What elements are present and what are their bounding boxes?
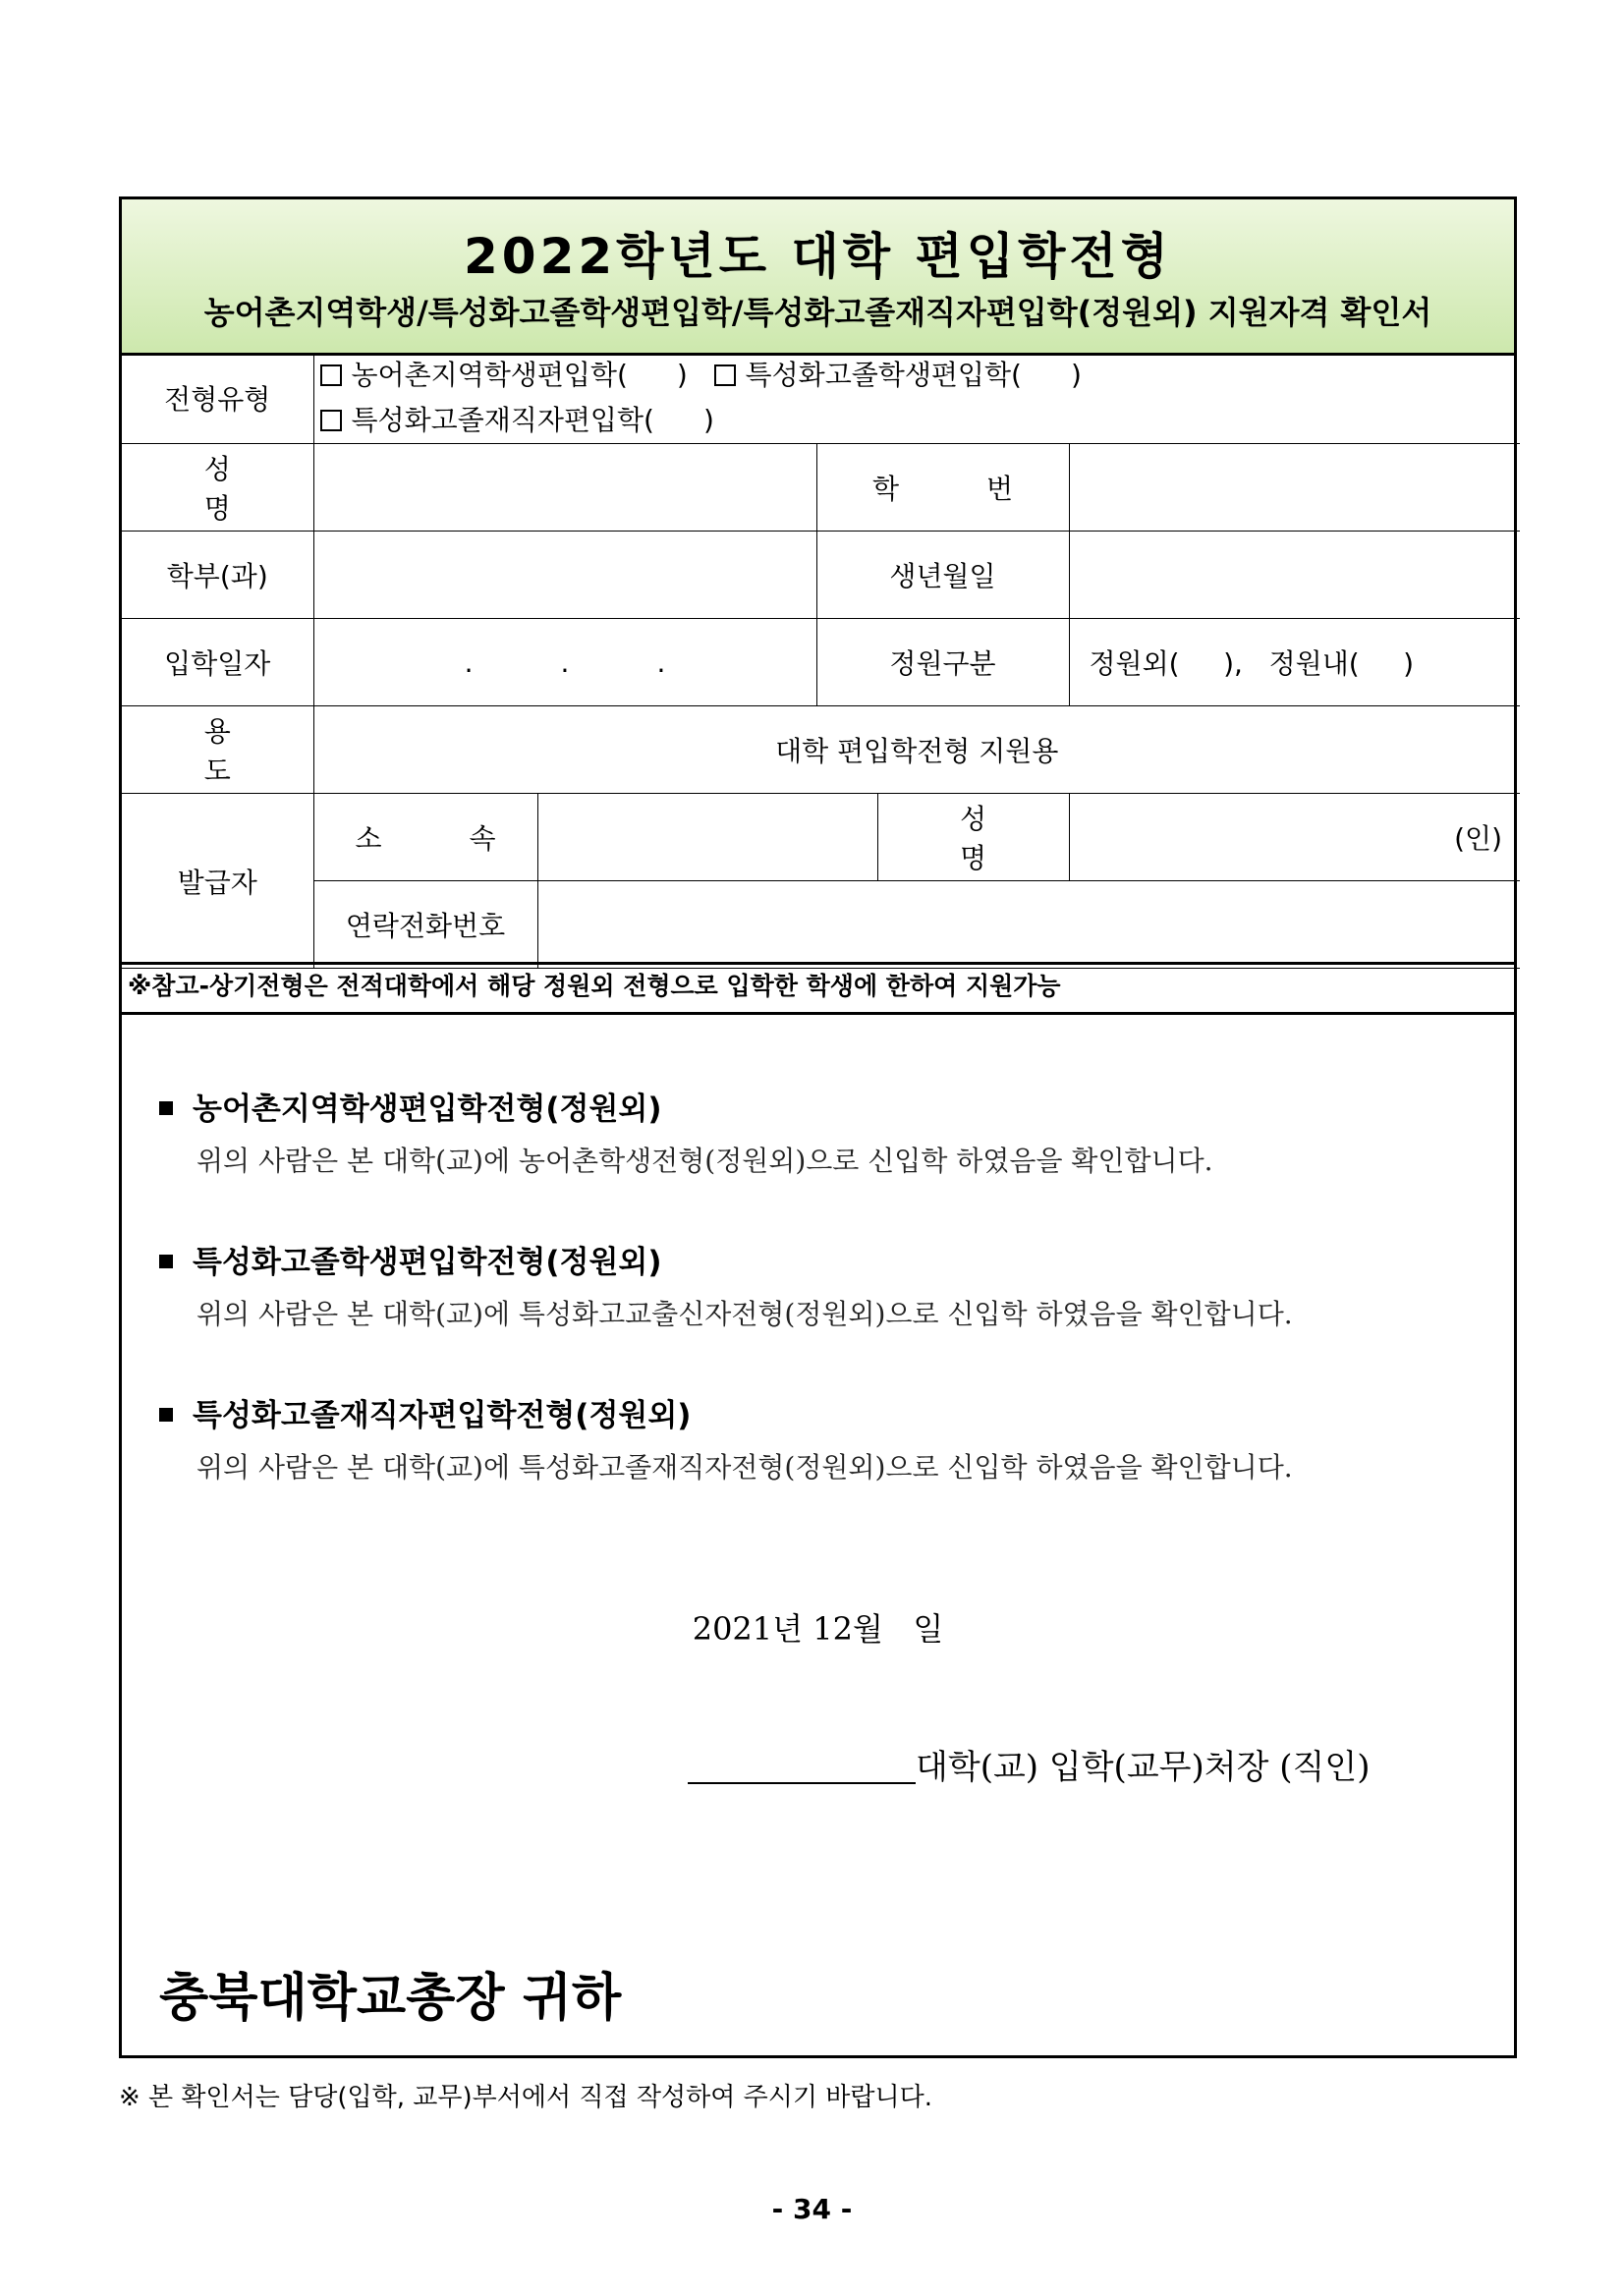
title-box bbox=[122, 199, 1514, 356]
dept-label: 학부(과) bbox=[122, 532, 313, 619]
issuer-label: 발급자 bbox=[122, 794, 313, 969]
option-rural: 농어촌지역학생편입학( bbox=[351, 359, 628, 391]
admit-date-label: 입학일자 bbox=[122, 619, 313, 706]
affil-field[interactable] bbox=[537, 794, 877, 881]
name-label: 성 명 bbox=[122, 444, 313, 532]
section-body: 위의 사람은 본 대학(교)에 특성화고교출신자전형(정원외)으로 신입학 하였음을 확인합니다. bbox=[196, 1298, 1293, 1330]
type-options: 농어촌지역학생편입학( ) 특성화고졸학생편입학( ) 특성화고졸재직자편입학( ) bbox=[313, 353, 1520, 444]
form-subtitle: 농어촌지역학생/특성화고졸학생편입학/특성화고졸재직자편입학(정원외) 지원자격 확인서 bbox=[203, 294, 1432, 331]
square-bullet-icon bbox=[159, 1255, 173, 1268]
student-no-field[interactable] bbox=[1069, 444, 1520, 532]
addressee: 충북대학교총장 귀하 bbox=[159, 1969, 622, 2028]
section-heading: 농어촌지역학생편입학전형(정원외) bbox=[193, 1092, 662, 1127]
section-body: 위의 사람은 본 대학(교)에 특성화고졸재직자전형(정원외)으로 신입학 하였음을 확인합니다. bbox=[196, 1451, 1293, 1484]
type-label: 전형유형 bbox=[122, 353, 313, 444]
option-vocational-student: 특성화고졸학생편입학( bbox=[745, 359, 1022, 391]
dept-field[interactable] bbox=[313, 532, 816, 619]
form-frame bbox=[119, 196, 1517, 2058]
phone-label: 연락전화번호 bbox=[313, 881, 537, 969]
section-rural bbox=[159, 1084, 1213, 1179]
birth-field[interactable] bbox=[1069, 532, 1520, 619]
seal-mark: (인) bbox=[1454, 822, 1503, 855]
section-heading: 특성화고졸재직자편입학전형(정원외) bbox=[193, 1398, 692, 1433]
name-field[interactable] bbox=[313, 444, 816, 532]
use-value: 대학 편입학전형 지원용 bbox=[313, 706, 1520, 794]
issuer-name-label: 성 명 bbox=[877, 794, 1069, 881]
quota-label: 정원구분 bbox=[816, 619, 1069, 706]
checkbox-vocational-worker[interactable] bbox=[320, 410, 342, 431]
signature-line[interactable] bbox=[688, 1753, 916, 1784]
quota-field[interactable]: 정원외( ), 정원내( ) bbox=[1069, 619, 1520, 706]
affil-label: 소 속 bbox=[313, 794, 537, 881]
reference-note: ※참고-상기전형은 전적대학에서 해당 정원외 전형으로 입학한 학생에 한하여 지원가능 bbox=[122, 962, 1514, 1015]
checkbox-rural[interactable] bbox=[320, 364, 342, 386]
issuer-name-field[interactable] bbox=[1069, 794, 1520, 881]
student-no-label: 학 번 bbox=[816, 444, 1069, 532]
use-label: 용 도 bbox=[122, 706, 313, 794]
section-body: 위의 사람은 본 대학(교)에 농어촌학생전형(정원외)으로 신입학 하였음을 확인합니다. bbox=[196, 1145, 1213, 1177]
signature-block bbox=[688, 1740, 1371, 1788]
section-heading: 특성화고졸학생편입학전형(정원외) bbox=[193, 1245, 662, 1280]
applicant-table bbox=[122, 353, 1520, 969]
square-bullet-icon bbox=[159, 1408, 173, 1422]
signature-text: 대학(교) 입학(교무)처장 (직인) bbox=[916, 1748, 1371, 1787]
footnote: ※ 본 확인서는 담당(입학, 교무)부서에서 직접 작성하여 주시기 바랍니다. bbox=[119, 2083, 932, 2112]
page-number: - 34 - bbox=[771, 2193, 853, 2225]
checkbox-vocational-student[interactable] bbox=[714, 364, 736, 386]
birth-label: 생년월일 bbox=[816, 532, 1069, 619]
square-bullet-icon bbox=[159, 1101, 173, 1115]
option-vocational-worker: 특성화고졸재직자편입학( bbox=[351, 404, 654, 436]
admit-date-field[interactable]: . . . bbox=[313, 619, 816, 706]
form-title: 2022학년도 대학 편입학전형 bbox=[464, 228, 1172, 285]
section-vocational-worker bbox=[159, 1390, 1293, 1485]
phone-field[interactable] bbox=[537, 881, 1520, 969]
section-vocational-student bbox=[159, 1237, 1293, 1332]
issue-date: 2021년 12월 일 bbox=[692, 1610, 944, 1648]
